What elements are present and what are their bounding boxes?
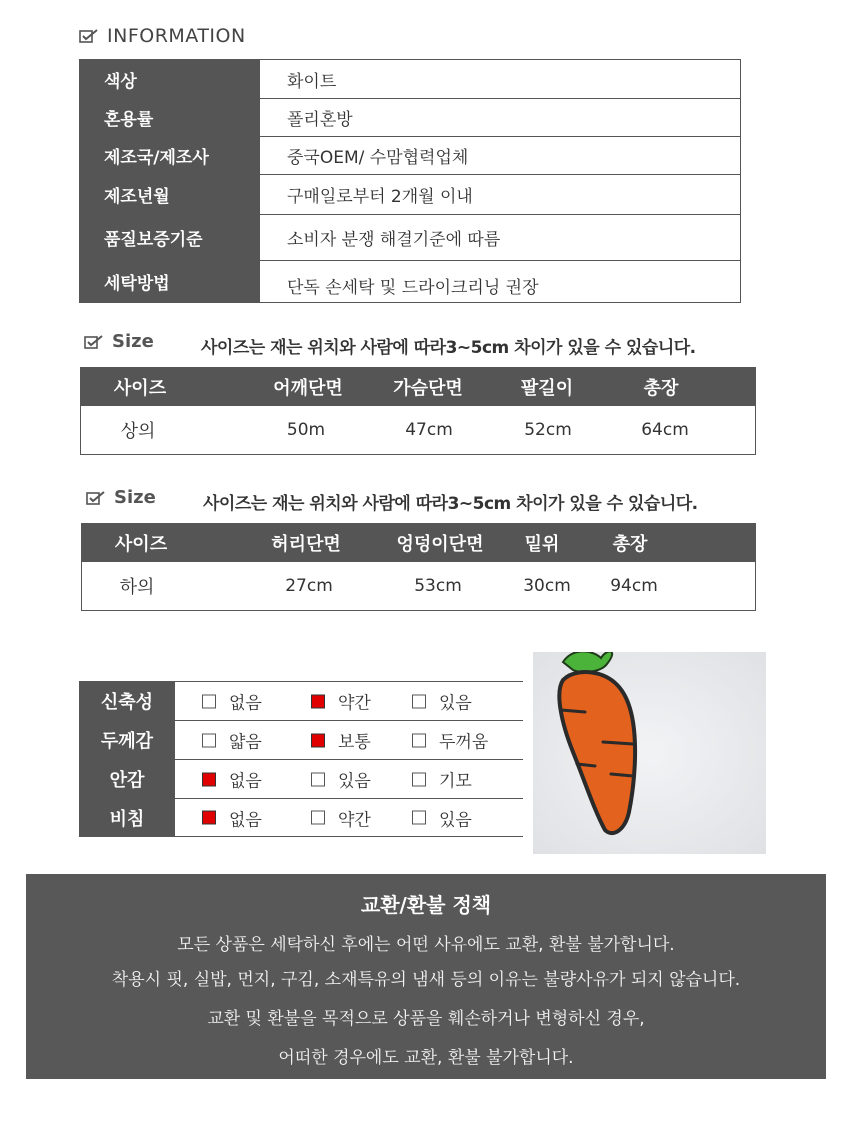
checkbox [412, 811, 426, 825]
feature-options [175, 721, 523, 759]
size-header-cell: 사이즈 [114, 534, 168, 555]
option-label: 얇음 [229, 732, 262, 753]
feature-option [311, 805, 371, 830]
checkbox [412, 772, 426, 786]
size-heading-top [84, 331, 154, 352]
feature-key: 신축성 [79, 682, 175, 720]
feature-option [311, 689, 371, 714]
size-cell: 30cm [523, 576, 571, 596]
size-table-row [82, 562, 755, 610]
option-label: 두꺼움 [439, 732, 489, 753]
info-key: 제조년월 [80, 175, 260, 214]
feature-option [202, 728, 262, 753]
checkbox [412, 733, 426, 747]
feature-options [175, 682, 523, 720]
information-title: INFORMATION [107, 25, 246, 47]
checkbox [202, 733, 216, 747]
size-note: 사이즈는 재는 위치와 사람에 따라3~5cm 차이가 있을 수 있습니다. [201, 338, 696, 358]
size-header-cell: 어깨단면 [273, 378, 343, 399]
option-label: 기모 [439, 771, 472, 792]
feature-table [79, 681, 523, 837]
size-cell: 하의 [119, 577, 155, 598]
feature-option [412, 728, 488, 753]
size-title: Size [112, 331, 154, 352]
feature-row [79, 798, 523, 837]
info-value: 폴리혼방 [287, 110, 353, 130]
info-row [80, 60, 740, 99]
feature-option [311, 728, 371, 753]
policy-line: 모든 상품은 세탁하신 후에는 어떤 사유에도 교환, 환불 불가합니다. [177, 935, 675, 955]
size-cell: 27cm [285, 576, 333, 596]
size-header-cell: 총장 [612, 534, 648, 555]
check-box-icon [79, 28, 99, 44]
information-table [79, 59, 741, 303]
info-value: 소비자 분쟁 해결기준에 따름 [287, 230, 501, 250]
option-label: 있음 [439, 810, 472, 830]
feature-option [202, 805, 262, 830]
info-row [80, 261, 740, 302]
feature-options [175, 760, 523, 798]
option-label: 약간 [338, 693, 371, 714]
option-label: 있음 [338, 771, 371, 792]
information-heading [79, 25, 246, 47]
policy-title: 교환/환불 정책 [360, 893, 492, 917]
feature-row [79, 720, 523, 759]
size-table-bottom [81, 523, 756, 611]
size-cell: 64cm [641, 420, 689, 440]
size-header-cell: 팔길이 [520, 378, 574, 399]
info-key: 혼용률 [80, 99, 260, 136]
size-header-cell: 가슴단면 [393, 378, 463, 399]
feature-option [311, 767, 371, 792]
size-cell: 52cm [524, 420, 572, 440]
option-label: 보통 [338, 732, 371, 753]
size-table-header [81, 368, 755, 406]
size-cell: 94cm [610, 576, 658, 596]
option-label: 있음 [439, 693, 472, 714]
option-label: 없음 [229, 771, 262, 792]
policy-line: 교환 및 환불을 목적으로 상품을 훼손하거나 변형하신 경우, [207, 1009, 645, 1029]
size-cell: 47cm [405, 420, 453, 440]
info-value: 단독 손세탁 및 드라이크리닝 권장 [287, 278, 539, 298]
size-table-header [82, 524, 755, 562]
checkbox-checked [202, 772, 216, 786]
feature-option [202, 767, 262, 792]
info-row [80, 215, 740, 261]
info-key: 세탁방법 [80, 261, 260, 302]
feature-option [412, 767, 472, 792]
info-value: 중국OEM/ 수맘협력업체 [287, 148, 469, 168]
size-title: Size [114, 487, 156, 508]
info-value: 구매일로부터 2개월 이내 [287, 187, 473, 207]
size-cell: 53cm [414, 576, 462, 596]
feature-key: 두께감 [79, 721, 175, 759]
feature-row [79, 759, 523, 798]
size-header-cell: 엉덩이단면 [396, 534, 484, 555]
info-value: 화이트 [287, 71, 337, 92]
feature-option [412, 805, 472, 830]
refund-policy-box [26, 874, 826, 1079]
feature-key: 안감 [79, 760, 175, 798]
option-label: 없음 [229, 810, 262, 830]
size-header-cell: 허리단면 [271, 534, 341, 555]
size-header-cell: 총장 [643, 378, 679, 399]
info-row [80, 99, 740, 137]
size-header-cell: 사이즈 [113, 378, 167, 399]
size-table-row [81, 406, 755, 454]
size-cell: 상의 [120, 421, 156, 442]
info-key: 색상 [80, 60, 260, 98]
feature-options [175, 799, 523, 836]
check-box-icon [84, 334, 104, 350]
feature-option [412, 689, 472, 714]
feature-row [79, 681, 523, 720]
checkbox-checked [202, 811, 216, 825]
checkbox [311, 772, 325, 786]
info-row [80, 175, 740, 215]
policy-line: 어떠한 경우에도 교환, 환불 불가합니다. [278, 1048, 574, 1068]
size-note: 사이즈는 재는 위치와 사람에 따라3~5cm 차이가 있을 수 있습니다. [203, 494, 698, 514]
size-header-cell: 밑위 [524, 534, 560, 555]
info-key: 제조국/제조사 [80, 137, 260, 174]
policy-line: 착용시 핏, 실밥, 먼지, 구김, 소재특유의 냄새 등의 이유는 불량사유가 되지 않습니다. [111, 970, 741, 990]
feature-key: 비침 [79, 799, 175, 836]
option-label: 없음 [229, 693, 262, 714]
size-cell: 50m [286, 420, 326, 440]
check-box-icon [86, 490, 106, 506]
info-key: 품질보증기준 [80, 215, 260, 260]
checkbox [202, 694, 216, 708]
checkbox [412, 694, 426, 708]
checkbox-checked [311, 694, 325, 708]
option-label: 약간 [338, 810, 371, 830]
carrot-embroidery-image [533, 652, 766, 854]
checkbox [311, 811, 325, 825]
info-row [80, 137, 740, 175]
size-table-top [80, 367, 756, 455]
size-heading-bottom [86, 487, 156, 508]
checkbox-checked [311, 733, 325, 747]
feature-option [202, 689, 262, 714]
